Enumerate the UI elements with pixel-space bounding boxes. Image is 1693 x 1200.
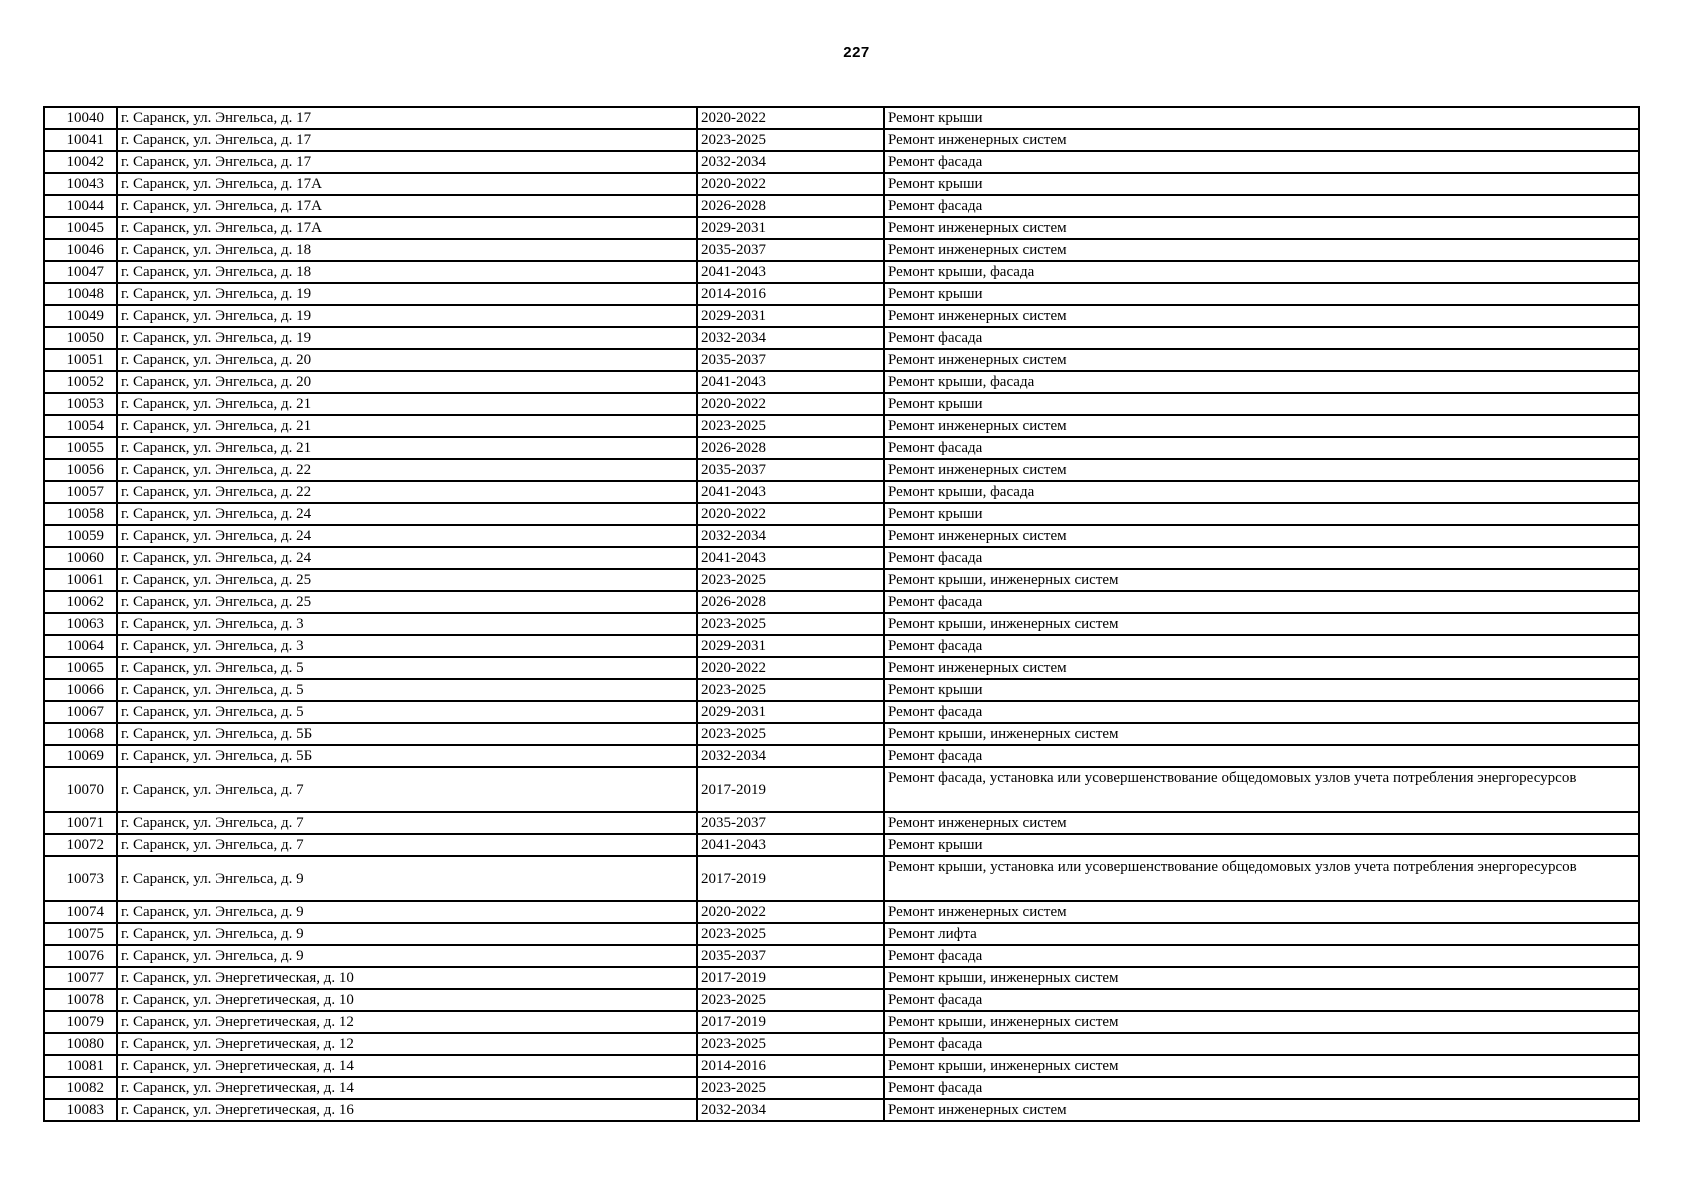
address-cell: г. Саранск, ул. Энгельса, д. 21 bbox=[117, 415, 697, 437]
period-cell: 2023-2025 bbox=[697, 1033, 884, 1055]
records-table bbox=[43, 106, 1640, 1122]
row-number-cell: 10057 bbox=[44, 481, 117, 503]
row-number-cell: 10049 bbox=[44, 305, 117, 327]
table-row bbox=[44, 679, 1639, 701]
work-type-cell: Ремонт фасада bbox=[884, 701, 1639, 723]
table-row bbox=[44, 613, 1639, 635]
work-type-cell: Ремонт фасада bbox=[884, 989, 1639, 1011]
address-cell: г. Саранск, ул. Энгельса, д. 21 bbox=[117, 437, 697, 459]
period-cell: 2017-2019 bbox=[697, 856, 884, 901]
period-cell: 2026-2028 bbox=[697, 195, 884, 217]
period-cell: 2035-2037 bbox=[697, 349, 884, 371]
address-cell: г. Саранск, ул. Энергетическая, д. 12 bbox=[117, 1011, 697, 1033]
address-cell: г. Саранск, ул. Энгельса, д. 9 bbox=[117, 856, 697, 901]
table-row bbox=[44, 195, 1639, 217]
table-row bbox=[44, 723, 1639, 745]
period-cell: 2023-2025 bbox=[697, 679, 884, 701]
address-cell: г. Саранск, ул. Энгельса, д. 19 bbox=[117, 283, 697, 305]
address-cell: г. Саранск, ул. Энгельса, д. 5Б bbox=[117, 745, 697, 767]
work-type-cell: Ремонт инженерных систем bbox=[884, 459, 1639, 481]
table-row bbox=[44, 923, 1639, 945]
table-row bbox=[44, 349, 1639, 371]
row-number-cell: 10071 bbox=[44, 812, 117, 834]
period-cell: 2029-2031 bbox=[697, 635, 884, 657]
work-type-cell: Ремонт крыши, инженерных систем bbox=[884, 613, 1639, 635]
address-cell: г. Саранск, ул. Энергетическая, д. 10 bbox=[117, 989, 697, 1011]
table-row bbox=[44, 239, 1639, 261]
period-cell: 2023-2025 bbox=[697, 613, 884, 635]
address-cell: г. Саранск, ул. Энгельса, д. 9 bbox=[117, 901, 697, 923]
period-cell: 2032-2034 bbox=[697, 327, 884, 349]
work-type-cell: Ремонт крыши, установка или усовершенствование общедомовых узлов учета потребления энергоресурсов bbox=[884, 856, 1639, 901]
period-cell: 2035-2037 bbox=[697, 812, 884, 834]
row-number-cell: 10045 bbox=[44, 217, 117, 239]
row-number-cell: 10064 bbox=[44, 635, 117, 657]
work-type-cell: Ремонт крыши, инженерных систем bbox=[884, 1055, 1639, 1077]
table-row bbox=[44, 1099, 1639, 1121]
address-cell: г. Саранск, ул. Энгельса, д. 25 bbox=[117, 569, 697, 591]
table-row bbox=[44, 1011, 1639, 1033]
table-row bbox=[44, 767, 1639, 812]
table-row bbox=[44, 967, 1639, 989]
row-number-cell: 10059 bbox=[44, 525, 117, 547]
row-number-cell: 10082 bbox=[44, 1077, 117, 1099]
work-type-cell: Ремонт инженерных систем bbox=[884, 217, 1639, 239]
work-type-cell: Ремонт крыши bbox=[884, 283, 1639, 305]
period-cell: 2029-2031 bbox=[697, 701, 884, 723]
row-number-cell: 10075 bbox=[44, 923, 117, 945]
row-number-cell: 10047 bbox=[44, 261, 117, 283]
period-cell: 2014-2016 bbox=[697, 283, 884, 305]
table-row bbox=[44, 283, 1639, 305]
work-type-cell: Ремонт крыши bbox=[884, 834, 1639, 856]
address-cell: г. Саранск, ул. Энгельса, д. 5Б bbox=[117, 723, 697, 745]
work-type-cell: Ремонт инженерных систем bbox=[884, 812, 1639, 834]
address-cell: г. Саранск, ул. Энгельса, д. 9 bbox=[117, 923, 697, 945]
table-row bbox=[44, 415, 1639, 437]
address-cell: г. Саранск, ул. Энгельса, д. 19 bbox=[117, 327, 697, 349]
row-number-cell: 10067 bbox=[44, 701, 117, 723]
work-type-cell: Ремонт крыши, инженерных систем bbox=[884, 723, 1639, 745]
table-row bbox=[44, 437, 1639, 459]
address-cell: г. Саранск, ул. Энгельса, д. 3 bbox=[117, 613, 697, 635]
period-cell: 2041-2043 bbox=[697, 261, 884, 283]
work-type-cell: Ремонт инженерных систем bbox=[884, 129, 1639, 151]
period-cell: 2035-2037 bbox=[697, 239, 884, 261]
row-number-cell: 10043 bbox=[44, 173, 117, 195]
row-number-cell: 10068 bbox=[44, 723, 117, 745]
table-row bbox=[44, 547, 1639, 569]
table-row bbox=[44, 371, 1639, 393]
row-number-cell: 10070 bbox=[44, 767, 117, 812]
period-cell: 2017-2019 bbox=[697, 967, 884, 989]
row-number-cell: 10066 bbox=[44, 679, 117, 701]
address-cell: г. Саранск, ул. Энгельса, д. 24 bbox=[117, 547, 697, 569]
work-type-cell: Ремонт крыши, фасада bbox=[884, 371, 1639, 393]
address-cell: г. Саранск, ул. Энгельса, д. 5 bbox=[117, 657, 697, 679]
address-cell: г. Саранск, ул. Энгельса, д. 5 bbox=[117, 679, 697, 701]
address-cell: г. Саранск, ул. Энгельса, д. 17 bbox=[117, 107, 697, 129]
table-row bbox=[44, 834, 1639, 856]
period-cell: 2041-2043 bbox=[697, 834, 884, 856]
table-row bbox=[44, 901, 1639, 923]
address-cell: г. Саранск, ул. Энгельса, д. 7 bbox=[117, 767, 697, 812]
row-number-cell: 10078 bbox=[44, 989, 117, 1011]
table-row bbox=[44, 151, 1639, 173]
period-cell: 2017-2019 bbox=[697, 767, 884, 812]
work-type-cell: Ремонт инженерных систем bbox=[884, 901, 1639, 923]
row-number-cell: 10083 bbox=[44, 1099, 117, 1121]
period-cell: 2029-2031 bbox=[697, 305, 884, 327]
work-type-cell: Ремонт фасада bbox=[884, 195, 1639, 217]
table-row bbox=[44, 745, 1639, 767]
address-cell: г. Саранск, ул. Энгельса, д. 17А bbox=[117, 195, 697, 217]
row-number-cell: 10079 bbox=[44, 1011, 117, 1033]
period-cell: 2023-2025 bbox=[697, 989, 884, 1011]
work-type-cell: Ремонт фасада bbox=[884, 591, 1639, 613]
row-number-cell: 10074 bbox=[44, 901, 117, 923]
period-cell: 2023-2025 bbox=[697, 1077, 884, 1099]
address-cell: г. Саранск, ул. Энгельса, д. 24 bbox=[117, 525, 697, 547]
work-type-cell: Ремонт фасада bbox=[884, 547, 1639, 569]
table-row bbox=[44, 591, 1639, 613]
table-row bbox=[44, 129, 1639, 151]
row-number-cell: 10040 bbox=[44, 107, 117, 129]
row-number-cell: 10063 bbox=[44, 613, 117, 635]
row-number-cell: 10065 bbox=[44, 657, 117, 679]
address-cell: г. Саранск, ул. Энгельса, д. 22 bbox=[117, 459, 697, 481]
period-cell: 2041-2043 bbox=[697, 481, 884, 503]
row-number-cell: 10060 bbox=[44, 547, 117, 569]
table-row bbox=[44, 1077, 1639, 1099]
work-type-cell: Ремонт лифта bbox=[884, 923, 1639, 945]
work-type-cell: Ремонт фасада bbox=[884, 1033, 1639, 1055]
period-cell: 2029-2031 bbox=[697, 217, 884, 239]
work-type-cell: Ремонт крыши, инженерных систем bbox=[884, 569, 1639, 591]
period-cell: 2023-2025 bbox=[697, 923, 884, 945]
work-type-cell: Ремонт фасада bbox=[884, 1077, 1639, 1099]
row-number-cell: 10041 bbox=[44, 129, 117, 151]
table-row bbox=[44, 305, 1639, 327]
row-number-cell: 10044 bbox=[44, 195, 117, 217]
table-row bbox=[44, 812, 1639, 834]
address-cell: г. Саранск, ул. Энгельса, д. 17 bbox=[117, 151, 697, 173]
row-number-cell: 10081 bbox=[44, 1055, 117, 1077]
row-number-cell: 10050 bbox=[44, 327, 117, 349]
table-row bbox=[44, 217, 1639, 239]
work-type-cell: Ремонт фасада bbox=[884, 327, 1639, 349]
page-number: 227 bbox=[843, 44, 870, 61]
address-cell: г. Саранск, ул. Энергетическая, д. 14 bbox=[117, 1077, 697, 1099]
address-cell: г. Саранск, ул. Энгельса, д. 5 bbox=[117, 701, 697, 723]
table-row bbox=[44, 635, 1639, 657]
address-cell: г. Саранск, ул. Энгельса, д. 7 bbox=[117, 834, 697, 856]
row-number-cell: 10069 bbox=[44, 745, 117, 767]
work-type-cell: Ремонт инженерных систем bbox=[884, 305, 1639, 327]
period-cell: 2014-2016 bbox=[697, 1055, 884, 1077]
address-cell: г. Саранск, ул. Энгельса, д. 17 bbox=[117, 129, 697, 151]
address-cell: г. Саранск, ул. Энергетическая, д. 16 bbox=[117, 1099, 697, 1121]
address-cell: г. Саранск, ул. Энгельса, д. 17А bbox=[117, 173, 697, 195]
address-cell: г. Саранск, ул. Энгельса, д. 3 bbox=[117, 635, 697, 657]
work-type-cell: Ремонт крыши, фасада bbox=[884, 481, 1639, 503]
period-cell: 2035-2037 bbox=[697, 459, 884, 481]
period-cell: 2035-2037 bbox=[697, 945, 884, 967]
work-type-cell: Ремонт инженерных систем bbox=[884, 525, 1639, 547]
address-cell: г. Саранск, ул. Энгельса, д. 17А bbox=[117, 217, 697, 239]
period-cell: 2023-2025 bbox=[697, 723, 884, 745]
period-cell: 2032-2034 bbox=[697, 525, 884, 547]
table-row bbox=[44, 107, 1639, 129]
address-cell: г. Саранск, ул. Энгельса, д. 9 bbox=[117, 945, 697, 967]
period-cell: 2032-2034 bbox=[697, 151, 884, 173]
period-cell: 2026-2028 bbox=[697, 591, 884, 613]
work-type-cell: Ремонт инженерных систем bbox=[884, 239, 1639, 261]
period-cell: 2032-2034 bbox=[697, 745, 884, 767]
work-type-cell: Ремонт крыши, фасада bbox=[884, 261, 1639, 283]
table-row bbox=[44, 173, 1639, 195]
table-row bbox=[44, 393, 1639, 415]
row-number-cell: 10056 bbox=[44, 459, 117, 481]
address-cell: г. Саранск, ул. Энгельса, д. 18 bbox=[117, 261, 697, 283]
row-number-cell: 10055 bbox=[44, 437, 117, 459]
row-number-cell: 10052 bbox=[44, 371, 117, 393]
row-number-cell: 10062 bbox=[44, 591, 117, 613]
row-number-cell: 10053 bbox=[44, 393, 117, 415]
row-number-cell: 10080 bbox=[44, 1033, 117, 1055]
table-row bbox=[44, 701, 1639, 723]
work-type-cell: Ремонт фасада bbox=[884, 945, 1639, 967]
work-type-cell: Ремонт инженерных систем bbox=[884, 415, 1639, 437]
row-number-cell: 10046 bbox=[44, 239, 117, 261]
period-cell: 2032-2034 bbox=[697, 1099, 884, 1121]
address-cell: г. Саранск, ул. Энгельса, д. 20 bbox=[117, 371, 697, 393]
address-cell: г. Саранск, ул. Энгельса, д. 7 bbox=[117, 812, 697, 834]
table-row bbox=[44, 481, 1639, 503]
work-type-cell: Ремонт крыши bbox=[884, 679, 1639, 701]
address-cell: г. Саранск, ул. Энгельса, д. 18 bbox=[117, 239, 697, 261]
work-type-cell: Ремонт фасада bbox=[884, 745, 1639, 767]
row-number-cell: 10076 bbox=[44, 945, 117, 967]
period-cell: 2020-2022 bbox=[697, 657, 884, 679]
period-cell: 2026-2028 bbox=[697, 437, 884, 459]
work-type-cell: Ремонт крыши bbox=[884, 393, 1639, 415]
row-number-cell: 10073 bbox=[44, 856, 117, 901]
work-type-cell: Ремонт крыши, инженерных систем bbox=[884, 1011, 1639, 1033]
address-cell: г. Саранск, ул. Энгельса, д. 20 bbox=[117, 349, 697, 371]
row-number-cell: 10048 bbox=[44, 283, 117, 305]
work-type-cell: Ремонт крыши bbox=[884, 503, 1639, 525]
period-cell: 2017-2019 bbox=[697, 1011, 884, 1033]
period-cell: 2041-2043 bbox=[697, 371, 884, 393]
period-cell: 2020-2022 bbox=[697, 107, 884, 129]
period-cell: 2020-2022 bbox=[697, 173, 884, 195]
table-row bbox=[44, 327, 1639, 349]
table-row bbox=[44, 459, 1639, 481]
table-row bbox=[44, 1055, 1639, 1077]
work-type-cell: Ремонт фасада bbox=[884, 437, 1639, 459]
period-cell: 2023-2025 bbox=[697, 415, 884, 437]
period-cell: 2023-2025 bbox=[697, 569, 884, 591]
address-cell: г. Саранск, ул. Энергетическая, д. 10 bbox=[117, 967, 697, 989]
row-number-cell: 10058 bbox=[44, 503, 117, 525]
row-number-cell: 10061 bbox=[44, 569, 117, 591]
address-cell: г. Саранск, ул. Энергетическая, д. 14 bbox=[117, 1055, 697, 1077]
row-number-cell: 10054 bbox=[44, 415, 117, 437]
table-row bbox=[44, 261, 1639, 283]
row-number-cell: 10077 bbox=[44, 967, 117, 989]
address-cell: г. Саранск, ул. Энгельса, д. 25 bbox=[117, 591, 697, 613]
work-type-cell: Ремонт инженерных систем bbox=[884, 657, 1639, 679]
address-cell: г. Саранск, ул. Энгельса, д. 24 bbox=[117, 503, 697, 525]
period-cell: 2041-2043 bbox=[697, 547, 884, 569]
row-number-cell: 10051 bbox=[44, 349, 117, 371]
address-cell: г. Саранск, ул. Энгельса, д. 21 bbox=[117, 393, 697, 415]
table-row bbox=[44, 525, 1639, 547]
table-row bbox=[44, 945, 1639, 967]
work-type-cell: Ремонт инженерных систем bbox=[884, 349, 1639, 371]
table-row bbox=[44, 856, 1639, 901]
work-type-cell: Ремонт фасада bbox=[884, 635, 1639, 657]
records-table-body bbox=[44, 107, 1639, 1121]
table-row bbox=[44, 657, 1639, 679]
row-number-cell: 10042 bbox=[44, 151, 117, 173]
period-cell: 2023-2025 bbox=[697, 129, 884, 151]
address-cell: г. Саранск, ул. Энгельса, д. 19 bbox=[117, 305, 697, 327]
period-cell: 2020-2022 bbox=[697, 503, 884, 525]
work-type-cell: Ремонт фасада, установка или усовершенствование общедомовых узлов учета потребления энергоресурсов bbox=[884, 767, 1639, 812]
row-number-cell: 10072 bbox=[44, 834, 117, 856]
table-row bbox=[44, 503, 1639, 525]
work-type-cell: Ремонт фасада bbox=[884, 151, 1639, 173]
table-row bbox=[44, 1033, 1639, 1055]
table-row bbox=[44, 989, 1639, 1011]
address-cell: г. Саранск, ул. Энгельса, д. 22 bbox=[117, 481, 697, 503]
period-cell: 2020-2022 bbox=[697, 901, 884, 923]
work-type-cell: Ремонт крыши, инженерных систем bbox=[884, 967, 1639, 989]
work-type-cell: Ремонт крыши bbox=[884, 107, 1639, 129]
table-row bbox=[44, 569, 1639, 591]
period-cell: 2020-2022 bbox=[697, 393, 884, 415]
work-type-cell: Ремонт инженерных систем bbox=[884, 1099, 1639, 1121]
address-cell: г. Саранск, ул. Энергетическая, д. 12 bbox=[117, 1033, 697, 1055]
work-type-cell: Ремонт крыши bbox=[884, 173, 1639, 195]
